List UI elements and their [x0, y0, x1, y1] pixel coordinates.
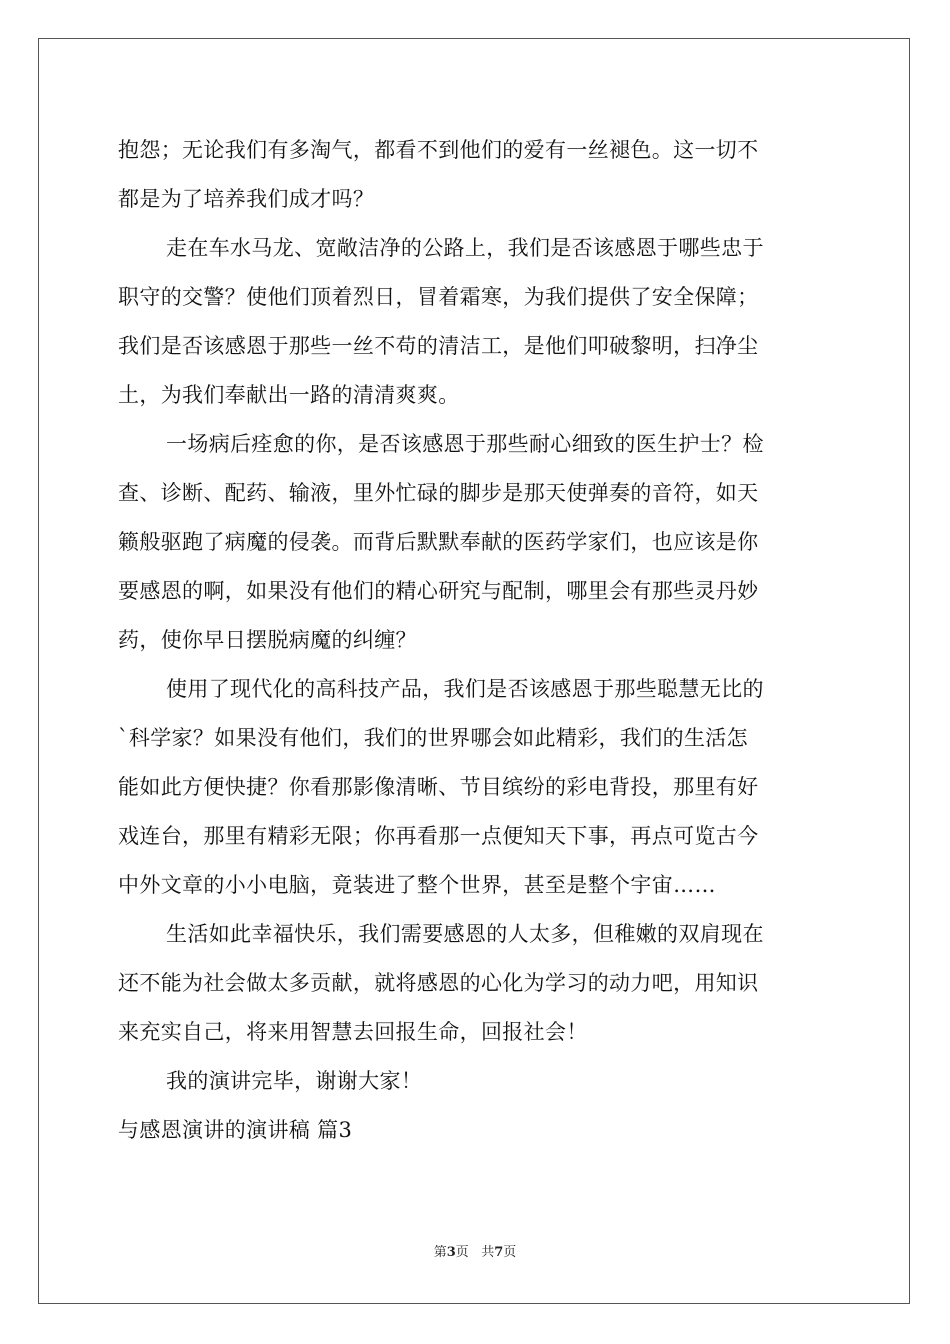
closing-line: 我的演讲完毕，谢谢大家！ — [166, 1069, 423, 1093]
text-line: 药，使你早日摆脱病魔的纠缠？ — [118, 628, 417, 652]
text-line: 来充实自己，将来用智慧去回报生命，回报社会！ — [118, 1020, 588, 1044]
footer-total-prefix: 共 — [481, 1245, 495, 1260]
text-line: 抱怨；无论我们有多淘气，都看不到他们的爱有一丝褪色。这一切不 — [118, 138, 759, 162]
paragraph-start-line: 使用了现代化的高科技产品，我们是否该感恩于那些聪慧无比的 — [166, 677, 764, 701]
footer-prefix: 第 — [433, 1245, 447, 1260]
text-line: 职守的交警？使他们顶着烈日，冒着霜寒，为我们提供了安全保障； — [118, 285, 759, 309]
text-line: 能如此方便快捷？你看那影像清晰、节目缤纷的彩电背投，那里有好 — [118, 775, 759, 799]
text-line: 戏连台，那里有精彩无限；你再看那一点便知天下事，再点可览古今 — [118, 824, 759, 848]
text-line: 要感恩的啊，如果没有他们的精心研究与配制，哪里会有那些灵丹妙 — [118, 579, 759, 603]
text-line: 中外文章的小小电脑，竟装进了整个世界，甚至是整个宇宙…… — [118, 873, 716, 897]
document-body — [118, 126, 832, 1155]
text-line: 籁般驱跑了病魔的侵袭。而背后默默奉献的医药学家们，也应该是你 — [118, 530, 759, 554]
text-line: 还不能为社会做太多贡献，就将感恩的心化为学习的动力吧，用知识 — [118, 971, 759, 995]
text-line: `科学家？如果没有他们，我们的世界哪会如此精彩，我们的生活怎 — [118, 726, 748, 750]
total-pages-number: 7 — [494, 1245, 504, 1260]
footer-page-word: 页 — [455, 1245, 469, 1260]
text-line: 都是为了培养我们成才吗？ — [118, 187, 375, 211]
paragraph-start-line: 走在车水马龙、宽敞洁净的公路上，我们是否该感恩于哪些忠于 — [166, 236, 764, 260]
paragraph-start-line: 生活如此幸福快乐，我们需要感恩的人太多，但稚嫩的双肩现在 — [166, 922, 764, 946]
current-page-number: 3 — [446, 1245, 456, 1260]
text-line: 我们是否该感恩于那些一丝不苟的清洁工，是他们叩破黎明，扫净尘 — [118, 334, 759, 358]
footer-total-suffix: 页 — [503, 1245, 517, 1260]
section-heading: 与感恩演讲的演讲稿 篇3 — [118, 1118, 353, 1142]
text-line: 土，为我们奉献出一路的清清爽爽。 — [118, 383, 460, 407]
text-line: 查、诊断、配药、输液，里外忙碌的脚步是那天使弹奏的音符，如天 — [118, 481, 759, 505]
page-footer — [0, 1244, 950, 1262]
paragraph-start-line: 一场病后痊愈的你，是否该感恩于那些耐心细致的医生护士？检 — [166, 432, 764, 456]
